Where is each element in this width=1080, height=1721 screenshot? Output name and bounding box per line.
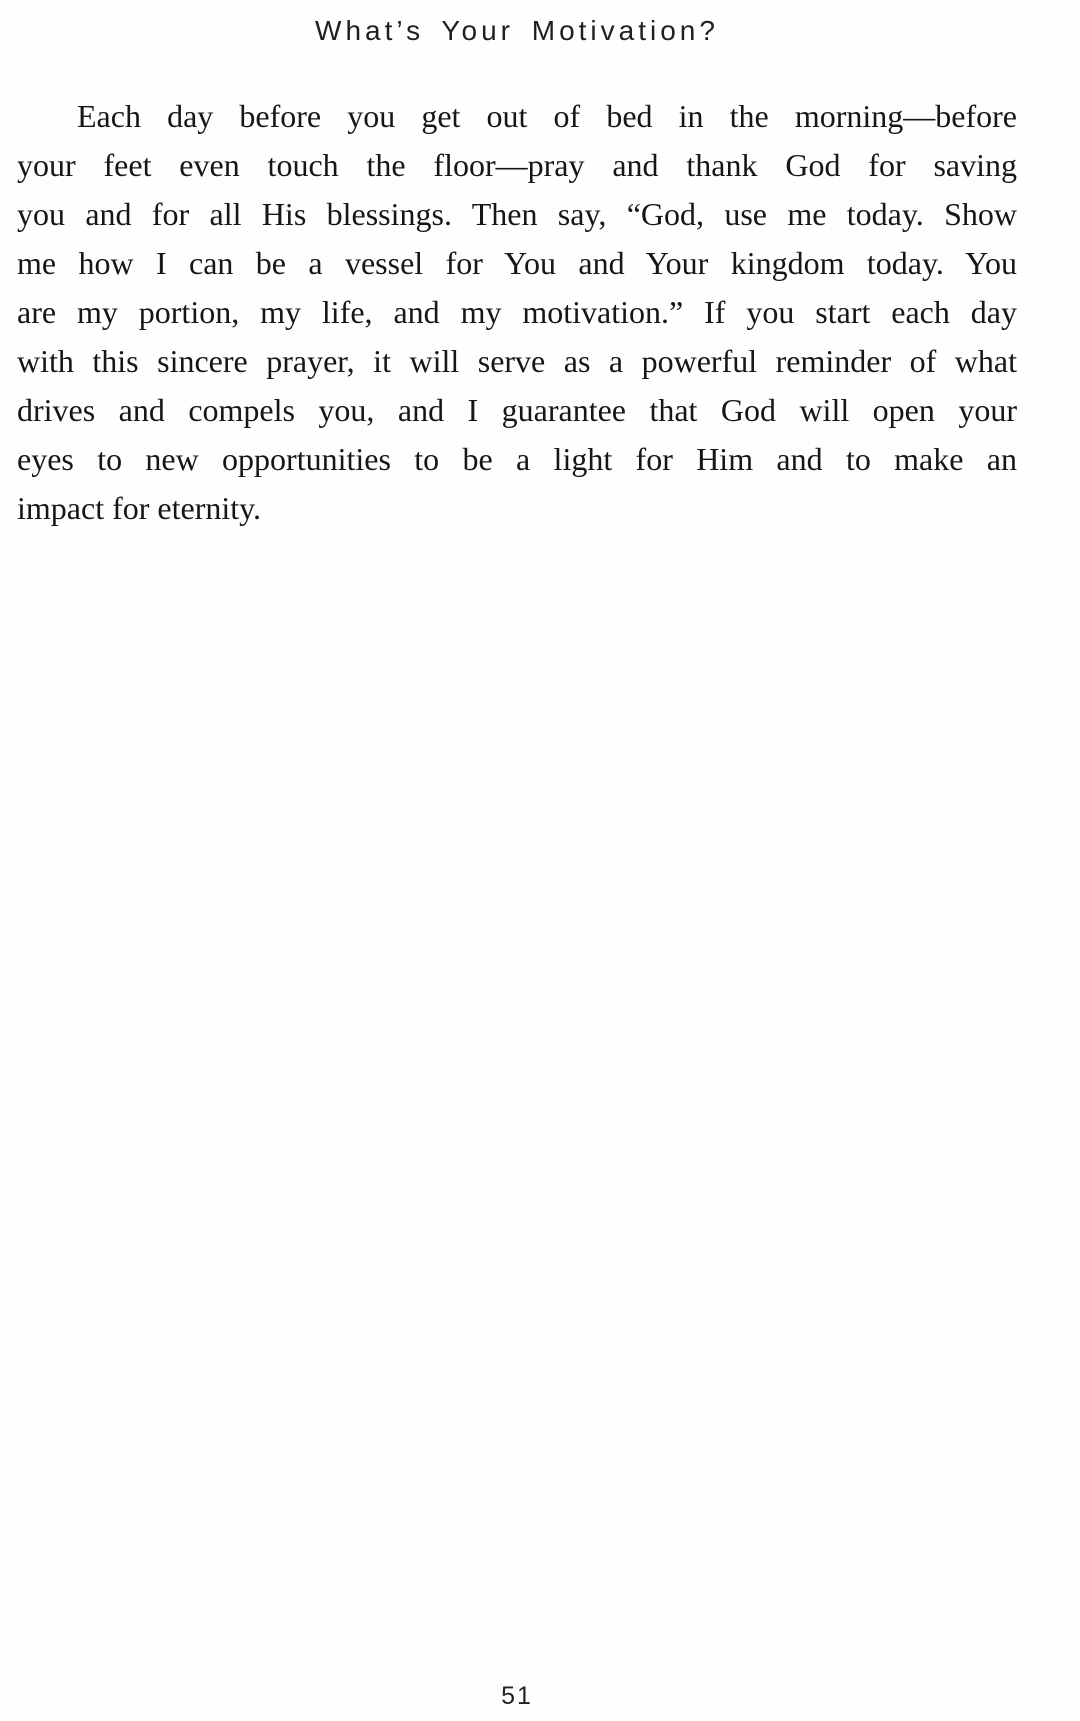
text-line: your feet even touch the floor—pray and thank God for saving xyxy=(17,147,1017,183)
page-number: 51 xyxy=(501,1682,533,1710)
text-line: eyes to new opportunities to be a light for Him and to make an xyxy=(17,441,1017,477)
text-line: me how I can be a vessel for You and Your kingdom today. You xyxy=(17,245,1017,281)
text-line: you and for all His blessings. Then say, “God, use me today. Show xyxy=(17,196,1017,232)
paragraph xyxy=(17,92,1017,533)
text-line: drives and compels you, and I guarantee that God will open your xyxy=(17,392,1017,428)
text-line: impact for eternity. xyxy=(17,490,262,526)
text-line: Each day before you get out of bed in the morning—before xyxy=(77,98,1017,134)
running-header: What’s Your Motivation? xyxy=(315,15,719,46)
text-line: are my portion, my life, and my motivation.” If you start each day xyxy=(17,294,1017,330)
text-line: with this sincere prayer, it will serve as a powerful reminder of what xyxy=(17,343,1017,379)
